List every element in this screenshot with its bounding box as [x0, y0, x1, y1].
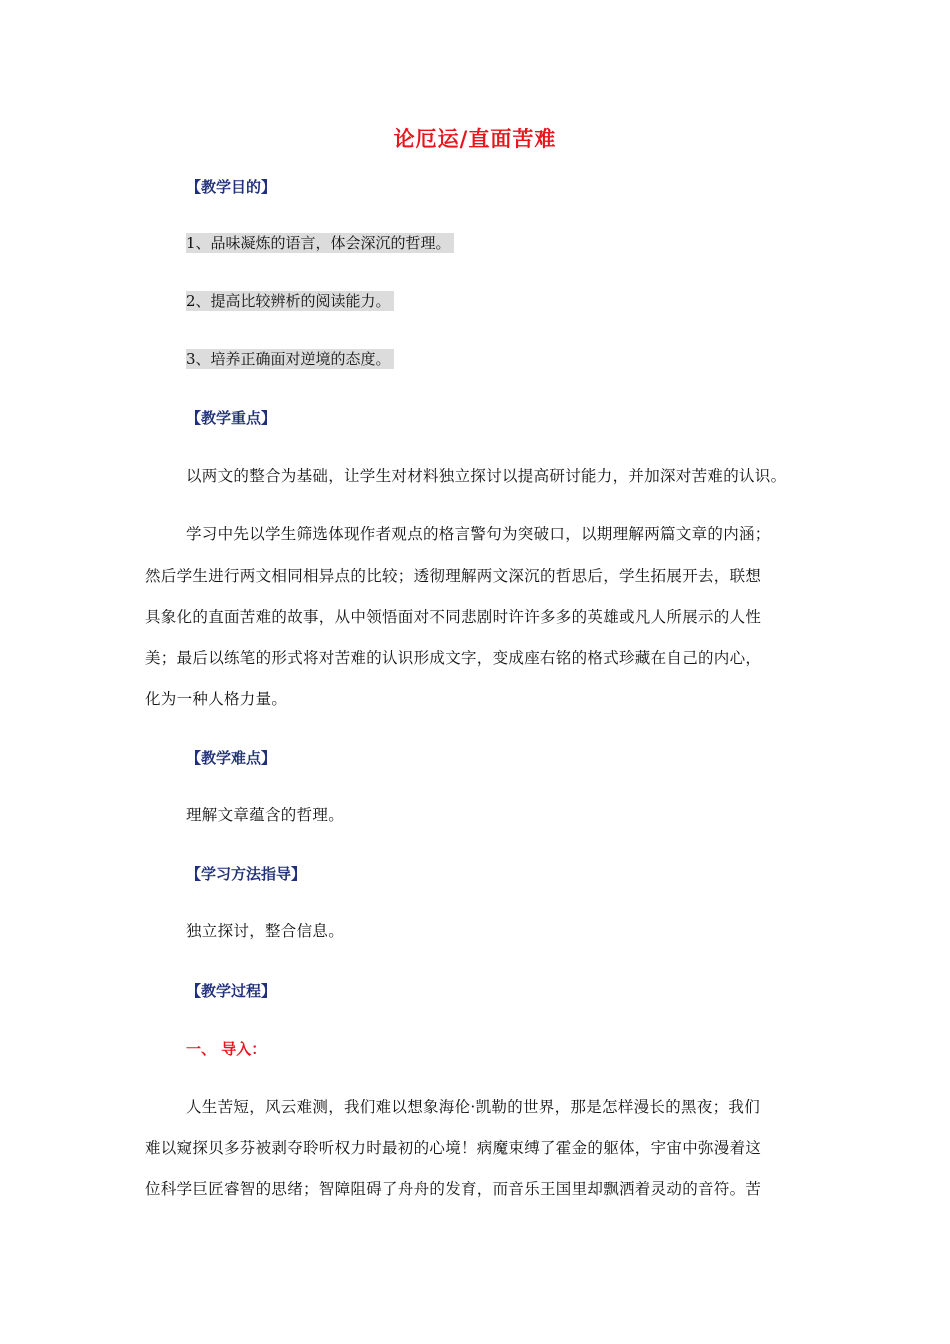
objectives-heading: 【教学目的】: [186, 178, 277, 196]
paragraph-line: 化为一种人格力量。: [145, 690, 288, 708]
paragraph-line: 学习中先以学生筛选体现作者观点的格言警句为突破口，以期理解两篇文章的内涵；: [186, 525, 771, 543]
difficulties-heading: 【教学难点】: [186, 749, 277, 767]
paragraph-line: 人生苦短，风云难测，我们难以想象海伦·凯勒的世界，那是怎样漫长的黑夜；我们: [186, 1098, 761, 1116]
objective-item-2: 2、提高比较辨析的阅读能力。: [186, 291, 394, 311]
key-points-heading: 【教学重点】: [186, 409, 277, 427]
paragraph-line: 位科学巨匠睿智的思绪；智障阻碍了舟舟的发育，而音乐王国里却飘洒着灵动的音符。苦: [145, 1180, 762, 1198]
paragraph-line: 美；最后以练笔的形式将对苦难的认识形成文字，变成座右铭的格式珍藏在自己的内心，: [145, 649, 762, 667]
paragraph-line: 然后学生进行两文相同相异点的比较；透彻理解两文深沉的哲思后，学生拓展开去，联想: [145, 567, 762, 585]
section-intro-heading: 一、 导入：: [186, 1040, 267, 1058]
process-heading: 【教学过程】: [186, 982, 277, 1000]
method-heading: 【学习方法指导】: [186, 865, 307, 883]
page-title: 论厄运/直面苦难: [393, 126, 557, 151]
difficulties-text: 理解文章蕴含的哲理。: [186, 806, 345, 824]
paragraph-line: 具象化的直面苦难的故事，从中领悟面对不同悲剧时许许多多的英雄或凡人所展示的人性: [145, 608, 762, 626]
objective-item-1: 1、品味凝炼的语言，体会深沉的哲理。: [186, 233, 454, 253]
key-points-paragraph: 以两文的整合为基础，让学生对材料独立探讨以提高研讨能力，并加深对苦难的认识。: [186, 467, 787, 485]
method-text: 独立探讨，整合信息。: [186, 922, 345, 940]
paragraph-line: 难以窥探贝多芬被剥夺聆听权力时最初的心境！病魔束缚了霍金的躯体，宇宙中弥漫着这: [145, 1139, 762, 1157]
objective-item-3: 3、培养正确面对逆境的态度。: [186, 349, 394, 369]
